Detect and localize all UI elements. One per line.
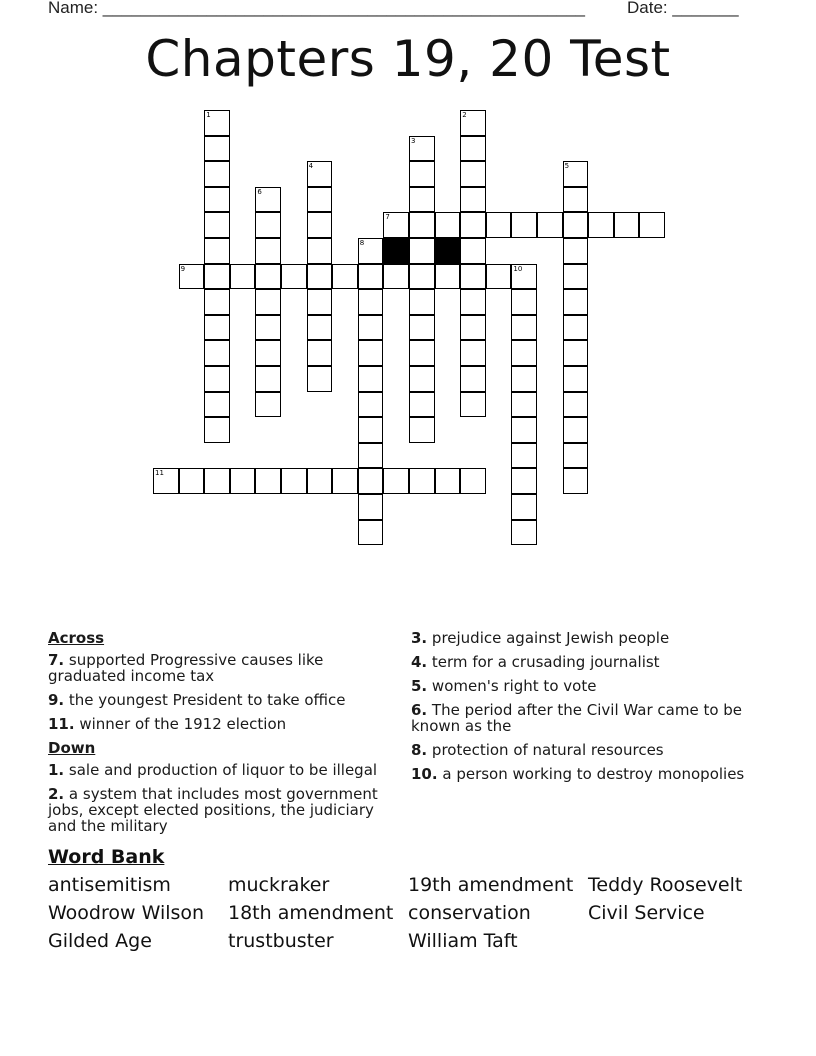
crossword-cell[interactable] [204,238,230,264]
crossword-cell[interactable] [281,468,307,494]
crossword-cell[interactable] [460,187,486,213]
crossword-cell[interactable] [409,161,435,187]
crossword-cell[interactable] [255,187,281,213]
crossword-cell[interactable] [204,264,230,290]
crossword-cell[interactable] [358,392,384,418]
crossword-cell[interactable] [409,187,435,213]
crossword-black-cell [383,238,409,264]
across-clue-list [48,652,393,732]
crossword-cell[interactable] [255,366,281,392]
clue-item-number: 10. [411,765,438,783]
crossword-cell[interactable] [204,468,230,494]
clues-right-column [411,630,761,790]
crossword-cell[interactable] [511,212,537,238]
crossword-cell[interactable] [409,264,435,290]
crossword-cell[interactable] [307,212,333,238]
crossword-cell[interactable] [358,443,384,469]
crossword-cell[interactable] [204,315,230,341]
clue-item-text: the youngest President to take office [68,691,346,709]
crossword-cell[interactable] [460,468,486,494]
word-bank-item: 19th amendment [408,874,574,896]
crossword-cell[interactable] [281,264,307,290]
crossword-cell[interactable] [511,494,537,520]
name-field-line: Name: ___________________________________________________ [48,0,585,17]
crossword-cell[interactable] [460,392,486,418]
crossword-cell[interactable] [563,315,589,341]
crossword-cell[interactable] [563,468,589,494]
crossword-cell[interactable] [358,520,384,546]
clue-item [411,654,761,670]
crossword-cell[interactable] [511,520,537,546]
crossword-cell[interactable] [563,187,589,213]
word-bank-item: William Taft [408,930,518,952]
clue-item-text: a system that includes most government jobs, except elected positions, the judiciary and the military [48,785,378,835]
crossword-cell[interactable] [563,417,589,443]
crossword-cell[interactable] [255,315,281,341]
word-bank-item: Teddy Roosevelt [588,874,743,896]
crossword-cell[interactable] [358,468,384,494]
clue-item [48,692,393,708]
crossword-cell[interactable] [307,187,333,213]
crossword-cell[interactable] [332,264,358,290]
clue-item [411,742,761,758]
crossword-cell[interactable] [409,238,435,264]
crossword-cell[interactable] [255,238,281,264]
crossword-cell[interactable] [255,392,281,418]
crossword-cell[interactable] [639,212,665,238]
crossword-cell[interactable] [511,289,537,315]
crossword-cell[interactable] [409,289,435,315]
clue-item-text: supported Progressive causes like graduated income tax [48,651,324,685]
crossword-cell[interactable] [537,212,563,238]
clue-item-text: sale and production of liquor to be illegal [68,761,378,779]
crossword-cell[interactable] [511,340,537,366]
clue-item-number: 5. [411,677,428,695]
clue-item-number: 6. [411,701,428,719]
clue-number: 6 [257,187,262,196]
crossword-cell[interactable] [204,161,230,187]
crossword-cell[interactable] [563,212,589,238]
clue-item-number: 4. [411,653,428,671]
crossword-cell[interactable] [358,238,384,264]
clue-item-text: winner of the 1912 election [79,715,287,733]
crossword-cell[interactable] [255,468,281,494]
crossword-cell[interactable] [358,340,384,366]
date-field-line: Date: _______ [627,0,739,17]
crossword-cell[interactable] [563,443,589,469]
crossword-cell[interactable] [307,238,333,264]
crossword-cell[interactable] [435,468,461,494]
crossword-cell[interactable] [255,264,281,290]
crossword-cell[interactable] [358,417,384,443]
clue-number: 9 [180,264,186,273]
crossword-cell[interactable] [255,289,281,315]
crossword-cell[interactable] [230,264,256,290]
crossword-cell[interactable] [307,315,333,341]
word-bank-item: Civil Service [588,902,705,924]
clue-item-text: The period after the Civil War came to be known as the [411,701,743,735]
clue-item-number: 11. [48,715,75,733]
crossword-cell[interactable] [460,161,486,187]
crossword-cell[interactable] [460,136,486,162]
clue-number: 2 [462,111,467,119]
crossword-cell[interactable] [307,161,333,187]
crossword-cell[interactable] [563,392,589,418]
page-title: Chapters 19, 20 Test [145,30,671,88]
crossword-cell[interactable] [358,366,384,392]
crossword-cell[interactable] [460,315,486,341]
crossword-cell[interactable] [409,417,435,443]
clue-number: 8 [359,239,365,247]
word-bank-item: 18th amendment [228,902,394,924]
clue-item-number: 2. [48,785,65,803]
clue-item [411,678,761,694]
crossword-cell[interactable] [204,212,230,238]
crossword-cell[interactable] [358,264,384,290]
crossword-cell[interactable] [383,264,409,290]
crossword-cell[interactable] [383,212,409,238]
crossword-cell[interactable] [460,264,486,290]
crossword-cell[interactable] [153,468,179,494]
clue-item-text: prejudice against Jewish people [431,629,670,647]
crossword-cell[interactable] [563,340,589,366]
crossword-cell[interactable] [409,366,435,392]
crossword-cell[interactable] [409,392,435,418]
down-heading: Down [48,739,96,757]
crossword-cell[interactable] [179,468,205,494]
clue-number: 5 [564,162,570,171]
crossword-cell[interactable] [435,264,461,290]
crossword-cell[interactable] [563,264,589,290]
crossword-cell[interactable] [230,468,256,494]
clue-item-text: protection of natural resources [431,741,664,759]
crossword-cell[interactable] [486,212,512,238]
clue-item-text: term for a crusading journalist [431,653,660,671]
word-bank-item: Gilded Age [48,930,152,952]
crossword-cell[interactable] [563,238,589,264]
clue-item-text: women's right to vote [431,677,597,695]
word-bank-item: conservation [408,902,531,924]
crossword-cell[interactable] [179,264,205,290]
crossword-cell[interactable] [307,468,333,494]
crossword-cell[interactable] [511,392,537,418]
word-bank-item: Woodrow Wilson [48,902,205,924]
crossword-cell[interactable] [409,315,435,341]
clue-item-number: 8. [411,741,428,759]
crossword-cell[interactable] [511,366,537,392]
crossword-cell[interactable] [435,212,461,238]
crossword-cell[interactable] [307,264,333,290]
word-bank-title: Word Bank [48,846,165,868]
word-bank-item: trustbuster [228,930,334,952]
word-bank-item: muckraker [228,874,330,896]
crossword-cell[interactable] [307,340,333,366]
crossword-cell[interactable] [204,366,230,392]
crossword-cell[interactable] [383,468,409,494]
crossword-cell[interactable] [332,468,358,494]
crossword-cell[interactable] [460,212,486,238]
crossword-cell[interactable] [204,289,230,315]
clue-item [411,766,761,782]
clue-item-number: 1. [48,761,65,779]
clue-item-number: 9. [48,691,65,709]
word-bank [48,874,788,952]
clue-number: 10 [513,264,523,273]
crossword-cell[interactable] [409,340,435,366]
crossword-cell[interactable] [460,110,486,136]
word-bank-item: antisemitism [48,874,171,896]
crossword-cell[interactable] [563,289,589,315]
crossword-cell[interactable] [511,443,537,469]
crossword-cell[interactable] [204,417,230,443]
crossword-black-cell [435,238,461,264]
crossword-cell[interactable] [204,392,230,418]
across-heading: Across [48,629,105,647]
crossword-cell[interactable] [204,136,230,162]
crossword-cell[interactable] [460,340,486,366]
clues-left-column [48,630,393,842]
crossword-cell[interactable] [307,366,333,392]
clue-item-number: 7. [48,651,65,669]
crossword-cell[interactable] [358,315,384,341]
crossword-cell[interactable] [204,187,230,213]
crossword-cell[interactable] [255,340,281,366]
clue-item [48,786,393,834]
crossword-cell[interactable] [204,110,230,136]
crossword-cell[interactable] [409,136,435,162]
crossword-cell[interactable] [511,468,537,494]
clue-item-text: a person working to destroy monopolies [442,765,745,783]
clue-item [411,702,761,734]
clue-item [48,762,393,778]
down-clue-list-right [411,630,761,782]
crossword-cell[interactable] [563,366,589,392]
crossword-cell[interactable] [255,212,281,238]
clue-item [411,630,761,646]
crossword-cell[interactable] [358,494,384,520]
crossword-cell[interactable] [204,340,230,366]
crossword-cell[interactable] [358,289,384,315]
crossword-cell[interactable] [511,417,537,443]
clue-item [48,652,393,684]
crossword-cell[interactable] [486,264,512,290]
down-clue-list-left [48,762,393,834]
crossword-cell[interactable] [460,238,486,264]
crossword-cell[interactable] [614,212,640,238]
crossword-cell[interactable] [511,315,537,341]
crossword-cell[interactable] [460,289,486,315]
clue-item [48,716,393,732]
crossword-cell[interactable] [588,212,614,238]
clue-number: 4 [308,162,314,171]
crossword-cell[interactable] [409,468,435,494]
crossword-cell[interactable] [511,264,537,290]
crossword-cell[interactable] [563,161,589,187]
crossword-cell[interactable] [409,212,435,238]
crossword-cell[interactable] [460,366,486,392]
crossword-cell[interactable] [307,289,333,315]
clue-number: 11 [155,469,164,478]
clue-number: 1 [206,111,211,119]
clue-number: 3 [411,136,416,145]
clue-number: 7 [385,213,390,222]
clue-item-number: 3. [411,629,428,647]
